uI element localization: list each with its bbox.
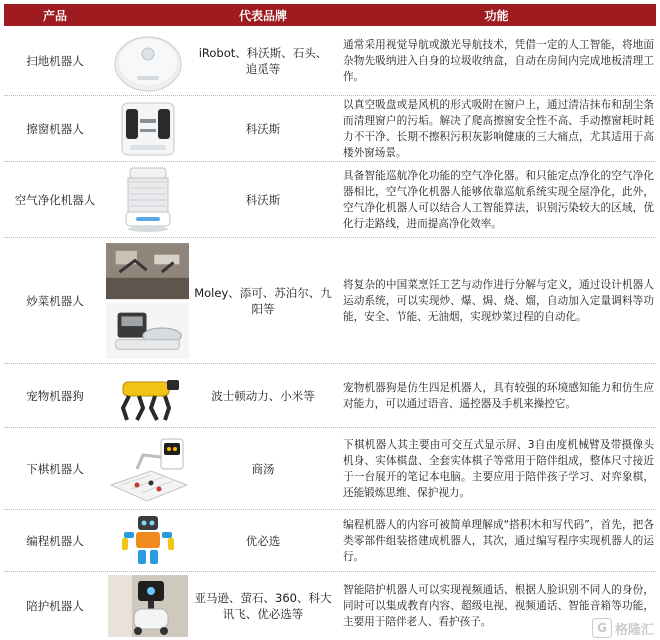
brand-list: 优必选	[245, 533, 281, 548]
brand-list: 商汤	[251, 461, 275, 476]
brand-list: 亚马逊、萤石、360、科大讯飞、优必选等	[194, 591, 332, 621]
chess-robot-image	[106, 428, 189, 509]
header-brands: 代表品牌	[238, 8, 287, 23]
table-row	[4, 162, 656, 238]
product-name: 宠物机器狗	[26, 388, 84, 403]
table-row	[4, 238, 656, 364]
table-row	[4, 96, 656, 162]
function-description: 宠物机器狗是仿生四足机器人，具有较强的环境感知能力和仿生应对能力，可以通过语音、遥控器及手机来操控它。	[343, 381, 654, 410]
function-description: 通常采用视觉导航或激光导航技术，凭借一定的人工智能，将地面杂物先吸纳进入自身的垃圾收纳盒，自动在房间内完成地板清理工作。	[343, 38, 654, 83]
table-row	[4, 364, 656, 428]
product-name: 擦窗机器人	[26, 121, 84, 136]
function-description: 下棋机器人其主要由可交互式显示屏、3自由度机械臂及带摄像头机身、实体棋盘、全套实体棋子等常用于陪伴组成，整体尺寸接近于一台展开的笔记本电脑。主要应用于陪伴孩子学习、对弈象棋，还能锻炼思维、保护视力。	[343, 438, 654, 499]
cooking-robot-image	[106, 238, 189, 363]
table-row	[4, 572, 656, 640]
table-header	[4, 4, 656, 26]
robot-dog-image	[106, 364, 189, 427]
brand-list: Moley、添可、苏泊尔、九阳等	[194, 285, 332, 316]
header-product: 产品	[42, 8, 67, 23]
brand-list: 科沃斯	[245, 192, 281, 207]
product-name: 扫地机器人	[26, 53, 84, 68]
function-description: 编程机器人的内容可被简单理解成“搭积木和写代码”，首先，把各类零部件组装搭建成机器人，其次，通过编写程序实现机器人的运行。	[343, 518, 654, 563]
product-name: 炒菜机器人	[26, 293, 84, 308]
function-description: 智能陪护机器人可以实现视频通话、根据人脸识别不同人的身份，同时可以集成教育内容、超级电视、视频通话、智能音箱等功能，主要用于陪伴老人、看护孩子。	[343, 584, 654, 628]
function-description: 以真空吸盘或是风机的形式吸附在窗户上，通过清洁抹布和刮尘条而清理窗户的污垢。解决了爬高擦窗安全性不高、手动擦窗耗时耗力不干净、长期不擦积污积灰影响健康的三大痛点，尤其适用于高楼外窗场景。	[343, 98, 654, 159]
window-cleaning-robot-image	[106, 96, 189, 161]
brand-list: 波士顿动力、小米等	[211, 388, 315, 403]
product-name: 陪护机器人	[26, 599, 84, 613]
robot-product-table	[4, 4, 656, 640]
watermark-badge: G	[592, 618, 612, 638]
watermark-text: 格隆汇	[614, 622, 654, 638]
table-row	[4, 26, 656, 96]
brand-list: 科沃斯	[245, 121, 281, 136]
robot-vacuum-image	[106, 26, 189, 95]
air-purifier-robot-image	[106, 162, 189, 237]
product-name: 编程机器人	[26, 533, 84, 548]
companion-robot-image	[106, 572, 189, 640]
brand-list: iRobot、科沃斯、石头、追觅等	[198, 45, 328, 76]
watermark-logo	[592, 618, 654, 638]
programming-robot-image	[106, 510, 189, 571]
table-row	[4, 510, 656, 572]
function-description: 具备智能巡航净化功能的空气净化器。和只能定点净化的空气净化器相比，空气净化机器人能够依靠巡航系统实现全屋净化，此外，空气净化机器人可以结合人工智能算法，识别污染较大的区域，优化行走路线，进而提高净化效率。	[343, 169, 654, 230]
function-description: 将复杂的中国菜烹饪工艺与动作进行分解与定义，通过设计机器人运动系统，可以实现炒、爆、焗、烧、熘，自动加入定量调料等功能，安全、节能、无油烟，实现炒菜过程的自动化。	[343, 278, 654, 323]
product-name: 下棋机器人	[26, 461, 84, 476]
product-name: 空气净化机器人	[14, 192, 96, 207]
header-function: 功能	[484, 8, 509, 23]
table-row	[4, 428, 656, 510]
